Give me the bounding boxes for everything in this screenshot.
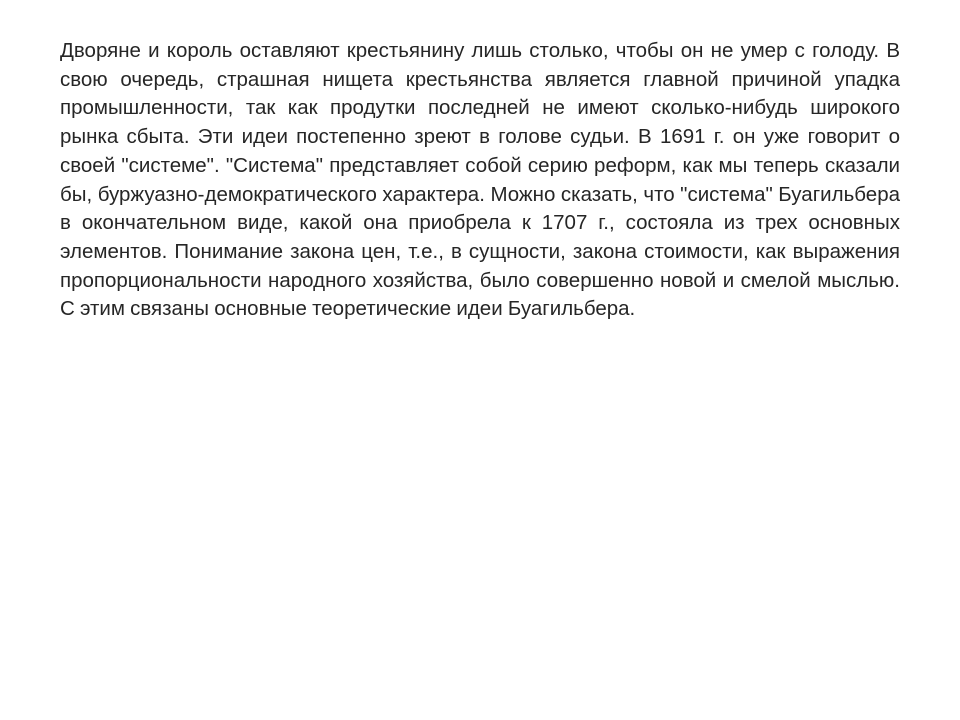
body-paragraph: Дворяне и король оставляют крестьянину лишь столько, чтобы он не умер с голоду. В свою очередь, страшная нищета крестьянства является главной причиной упадка промышленности, так как продутки последней не имеют сколько-нибудь широкого рынка сбыта. Эти идеи постепенно зреют в голове судьи. В 1691 г. он уже говорит о своей "системе". "Система" представляет собой серию реформ, как мы теперь сказали бы, буржуазно-демократического характера. Можно сказать, что "система" Буагильбера в окончательном виде, какой она приобрела к 1707 г., состояла из трех основных элементов. Понимание закона цен, т.е., в сущности, закона стоимости, как выражения пропорциональности народного хозяйства, было совершенно новой и смелой мыслью. С этим связаны основные теоретические идеи Буагильбера.: [60, 39, 900, 321]
